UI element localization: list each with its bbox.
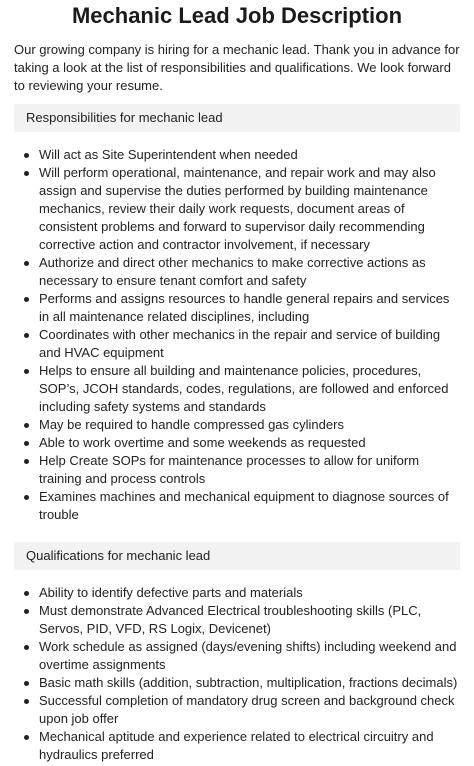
list-item — [14, 692, 460, 728]
bullet-icon — [24, 297, 29, 302]
responsibility-text: Able to work overtime and some weekends as requested — [39, 435, 366, 450]
list-item — [14, 362, 460, 416]
qualification-text: Work schedule as assigned (days/evening shifts) including weekend and overtime assignments — [39, 639, 457, 672]
bullet-icon — [24, 171, 29, 176]
qualification-text: Ability to identify defective parts and materials — [39, 585, 303, 600]
list-item — [14, 452, 460, 488]
qualification-text: Mechanical aptitude and experience related to electrical circuitry and hydraulics preferred — [39, 729, 434, 762]
list-item — [14, 326, 460, 362]
qualification-text: Basic math skills (addition, subtraction, multiplication, fractions decimals) — [39, 675, 458, 690]
bullet-icon — [24, 591, 29, 596]
bullet-icon — [24, 261, 29, 266]
list-item — [14, 584, 460, 602]
bullet-icon — [24, 609, 29, 614]
responsibility-text: Authorize and direct other mechanics to make corrective actions as necessary to ensure tenant comfort and safety — [39, 255, 426, 288]
bullet-icon — [24, 333, 29, 338]
qualification-text: Must demonstrate Advanced Electrical troubleshooting skills (PLC, Servos, PID, VFD, RS Logix, Devicenet) — [39, 603, 422, 636]
list-item — [14, 146, 460, 164]
responsibility-text: Will perform operational, maintenance, and repair work and may also assign and supervise the duties performed by building maintenance mechanics, review their daily work requests, document areas of consistent problems and forward to supervisor daily recommending corrective action and contractor involvement, if necessary — [39, 165, 436, 252]
bullet-icon — [24, 423, 29, 428]
list-item — [14, 602, 460, 638]
bullet-icon — [24, 495, 29, 500]
bullet-icon — [24, 645, 29, 650]
bullet-icon — [24, 459, 29, 464]
list-item — [14, 254, 460, 290]
bullet-icon — [24, 369, 29, 374]
responsibilities-list — [14, 146, 460, 524]
responsibility-text: Coordinates with other mechanics in the repair and service of building and HVAC equipment — [39, 327, 441, 360]
list-item — [14, 488, 460, 524]
responsibilities-heading: Responsibilities for mechanic lead — [14, 104, 460, 132]
bullet-icon — [24, 699, 29, 704]
bullet-icon — [24, 735, 29, 740]
bullet-icon — [24, 681, 29, 686]
responsibility-text: Will act as Site Superintendent when needed — [39, 147, 298, 162]
bullet-icon — [24, 153, 29, 158]
list-item — [14, 728, 460, 764]
qualifications-heading: Qualifications for mechanic lead — [14, 542, 460, 570]
qualification-text: Successful completion of mandatory drug screen and background check upon job offer — [39, 693, 455, 726]
list-item — [14, 290, 460, 326]
qualifications-list — [14, 584, 460, 764]
responsibility-text: May be required to handle compressed gas cylinders — [39, 417, 344, 432]
responsibility-text: Help Create SOPs for maintenance processes to allow for uniform training and process controls — [39, 453, 420, 486]
list-item — [14, 434, 460, 452]
list-item — [14, 164, 460, 254]
responsibility-text: Examines machines and mechanical equipment to diagnose sources of trouble — [39, 489, 449, 522]
intro-paragraph: Our growing company is hiring for a mechanic lead. Thank you in advance for taking a look at the list of responsibilities and qualifications. We look forward to reviewing your resume. — [14, 42, 460, 93]
page-title: Mechanic Lead Job Description — [71, 3, 403, 28]
responsibility-text: Performs and assigns resources to handle general repairs and services in all maintenance related disciplines, including — [39, 291, 450, 324]
list-item — [14, 416, 460, 434]
list-item — [14, 674, 460, 692]
bullet-icon — [24, 441, 29, 446]
list-item — [14, 638, 460, 674]
responsibility-text: Helps to ensure all building and maintenance policies, procedures, SOP’s, JCOH standards, codes, regulations, are followed and enforced including safety systems and standards — [39, 363, 449, 414]
